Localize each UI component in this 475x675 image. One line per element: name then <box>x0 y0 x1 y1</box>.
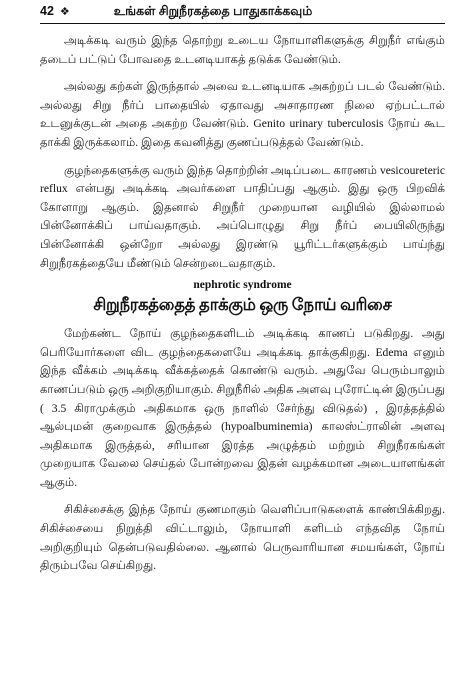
section-title: சிறுநீரகத்தைத் தாக்கும் ஒரு நோய் வரிசை <box>93 295 392 315</box>
paragraph-4: மேற்கண்ட நோய் குழந்தைகளிடம் அடிக்கடி காணப் படுகிறது. அது பெரியோர்களை விட குழந்தைகளையே அடிக்கடி தாக்குகிறது. Edema எனும் இந்த வீக்கம் அடிக்கடி வீக்கத்தைக் கொண்டு வரும். அதுவே பெரும்பாலும் காணப்படும் ஒரு அறிகுறியாகும். சிறுநீரில் அதிக அளவு புரோட்டின் இருப்பது ( 3.5 கிராமுக்கும் அதிகமாக ஒரு நாளில் சேர்ந்து விடுதல்) , இரத்தத்தில் ஆல்புமன் குறைவாக இருத்தல் (hypoalbuminemia) காலஸ்ட்ராலின் அளவு அதிகமாக இருத்தல், சரியான இரத்த அழுத்தம் மற்றும் சிறுநீரகங்கள் முறையாக வேலை செய்தல் போன்றவை இதன் வழக்கமான அடையாளங்கள் ஆகும். <box>40 327 445 489</box>
paragraph-1: அடிக்கடி வரும் இந்த தொற்று உடைய நோயாளிகளுக்கு சிறுநீர் எங்கும் தடைப் பட்டுப் போவதை உடனடியாகத் தடுக்க வேண்டும். <box>40 34 445 66</box>
paragraph-5: சிகிச்சைக்கு இந்த நோய் குணமாகும் வெளிப்பாடுகளைக் காண்பிக்கிறது. சிகிச்சையை நிறுத்தி விட்டாலும், நோயாளி களிடம் எந்தவித நோய் அறிகுறியும் தென்படுவதில்லை. ஆனால் பெருவாரியான சமயங்கள், நோய் திரும்பவே செய்கிறது. <box>40 503 445 573</box>
paragraph-2: அல்லது கற்கள் இருந்தால் அவை உடனடியாக அகற்றப் படல் வேண்டும். அல்லது சிறு நீர்ப் பாதையில் ஏதாவது அசாதாரண நிலை ஏற்பட்டால் உடனுக்குடன் அதை அகற்ற வேண்டும். Genito urinary tuberculosis நோய் கூட தாக்கி இருக்கலாம். இதை கவனித்து குணப்படுத்தல் வேண்டும். <box>40 80 445 149</box>
paragraph-3: குழந்தைகளுக்கு வரும் இந்த தொற்றின் அடிப்படை காரணம் vesicoureteric reflux என்பது அடிக்கடி அவர்களை பாதிப்பது ஆகும். இது ஒரு பிறவிக் கோளாறு ஆகும். இதனால் சிறுநீர் முறையான வழியில் இல்லாமல் பின்னோக்கிப் பாய்வதாகும். அப்பொழுது சிறு நீர்ப் பையிலிருந்து பின்னோக்கி ஒன்றோ அல்லது இரண்டு யூரிட்டர்களுக்கும் பாய்ந்து சிறுநீரகத்தையே மீண்டும் சென்றடைவதாகும். <box>40 163 445 270</box>
running-header <box>40 4 445 24</box>
page-number: 42 <box>40 4 54 18</box>
running-title: உங்கள் சிறுநீரகத்தை பாதுகாக்கவும் <box>113 4 313 18</box>
section-subheading: nephrotic syndrome <box>193 279 292 292</box>
ornament-icon: ❖ <box>59 6 70 18</box>
